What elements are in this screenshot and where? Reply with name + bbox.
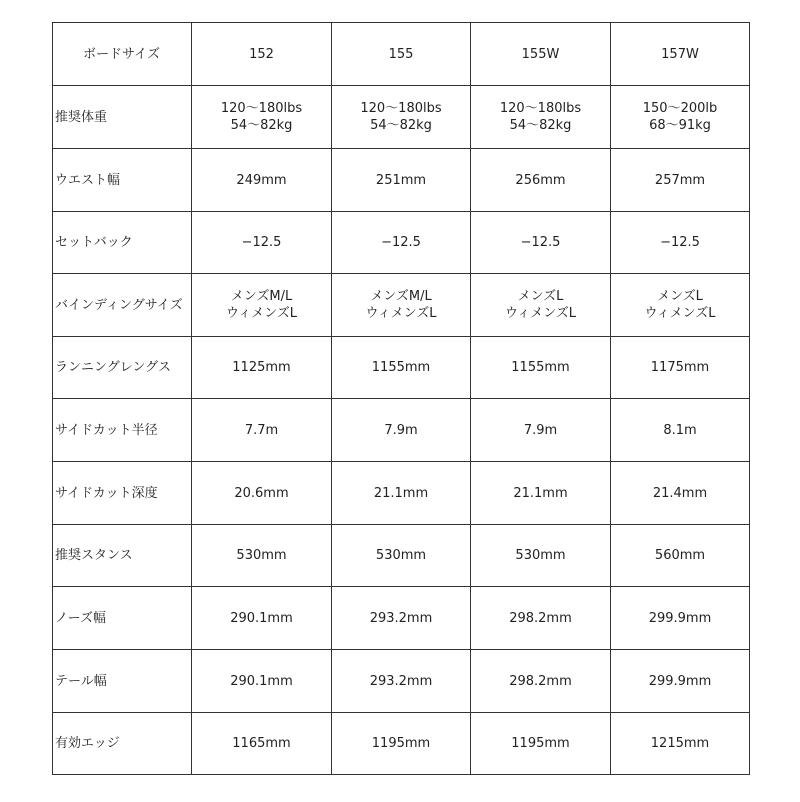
- table-row: [53, 399, 750, 462]
- value-cell: [471, 650, 611, 713]
- cell-value: 120〜180lbs: [499, 101, 582, 116]
- value-cell: [192, 587, 332, 650]
- cell-value: 298.2mm: [509, 610, 572, 626]
- header-label-cell: [53, 23, 192, 86]
- cell-value: 290.1mm: [230, 610, 293, 626]
- table-row: [53, 149, 750, 212]
- value-cell: [332, 399, 471, 462]
- row-label-cell: [53, 212, 192, 274]
- cell-value: 298.2mm: [509, 673, 572, 689]
- value-cell: [471, 212, 611, 274]
- value-cell: [611, 212, 750, 274]
- spec-table-body: [53, 23, 750, 775]
- table-row: [53, 212, 750, 274]
- spec-table: [52, 22, 750, 775]
- cell-value: 7.9m: [384, 422, 418, 438]
- cell-value: 530mm: [236, 548, 287, 563]
- cell-value: 257mm: [654, 172, 706, 188]
- table-row: [53, 713, 750, 775]
- value-cell: [611, 337, 750, 399]
- row-label-cell: [53, 587, 192, 650]
- cell-value: 1215mm: [650, 736, 710, 751]
- row-label: テール幅: [55, 673, 107, 689]
- value-cell: [471, 462, 611, 525]
- cell-value: メンズM/L: [370, 289, 432, 304]
- value-cell: [332, 462, 471, 525]
- cell-value: 1175mm: [650, 360, 710, 375]
- value-cell: [332, 525, 471, 587]
- value-cell: [471, 86, 611, 149]
- cell-value: 1195mm: [511, 736, 570, 751]
- value-cell: [611, 525, 750, 587]
- value-cell: [332, 337, 471, 399]
- cell-value: 20.6mm: [234, 485, 289, 501]
- value-cell: [471, 149, 611, 212]
- row-label-cell: [53, 86, 192, 149]
- value-cell: [471, 399, 611, 462]
- value-cell: [611, 587, 750, 650]
- value-cell: [471, 713, 611, 775]
- cell-value: 1155mm: [371, 360, 431, 375]
- cell-value: 21.1mm: [513, 485, 568, 501]
- size-header-cell: [471, 23, 611, 86]
- row-label: ノーズ幅: [55, 610, 106, 626]
- value-cell: [192, 337, 332, 399]
- cell-value: 293.2mm: [369, 673, 433, 689]
- table-row: [53, 274, 750, 337]
- cell-value: メンズM/L: [230, 289, 293, 304]
- size-header-155w: 155W: [521, 46, 560, 62]
- size-header-157w: 157W: [661, 46, 699, 62]
- value-cell: [192, 525, 332, 587]
- cell-value: 7.9m: [523, 422, 558, 438]
- header-label: ボードサイズ: [83, 46, 160, 62]
- cell-value: 54〜82kg: [230, 118, 293, 133]
- value-cell: [332, 149, 471, 212]
- cell-value: 530mm: [375, 548, 427, 563]
- value-cell: [192, 713, 332, 775]
- value-cell: [192, 149, 332, 212]
- value-cell: [332, 713, 471, 775]
- cell-value: −12.5: [660, 235, 700, 250]
- row-label: 推奨スタンス: [55, 548, 133, 563]
- cell-value: 150〜200lb: [642, 101, 718, 116]
- table-row: [53, 525, 750, 587]
- row-label: セットバック: [55, 235, 133, 250]
- cell-value: 530mm: [515, 548, 566, 563]
- cell-value: メンズL: [517, 289, 564, 304]
- cell-value: 299.9mm: [648, 673, 712, 689]
- cell-value: 290.1mm: [230, 673, 293, 689]
- size-header-cell: [611, 23, 750, 86]
- cell-value: 299.9mm: [648, 610, 712, 626]
- row-label: ランニングレングス: [55, 360, 172, 375]
- cell-value: 21.1mm: [373, 485, 429, 501]
- cell-value: ウィメンズL: [225, 306, 298, 321]
- value-cell: [611, 86, 750, 149]
- cell-value: 68〜91kg: [649, 118, 711, 133]
- value-cell: [611, 274, 750, 337]
- size-header-152: 152: [249, 46, 274, 62]
- row-label-cell: [53, 713, 192, 775]
- cell-value: ウィメンズL: [504, 306, 577, 321]
- row-label-cell: [53, 650, 192, 713]
- value-cell: [192, 462, 332, 525]
- value-cell: [611, 399, 750, 462]
- cell-value: 8.1m: [663, 422, 697, 438]
- value-cell: [332, 650, 471, 713]
- table-row: [53, 337, 750, 399]
- value-cell: [471, 525, 611, 587]
- value-cell: [471, 274, 611, 337]
- row-label-cell: [53, 274, 192, 337]
- table-row: [53, 462, 750, 525]
- value-cell: [611, 462, 750, 525]
- table-row: [53, 650, 750, 713]
- value-cell: [332, 212, 471, 274]
- row-label: 推奨体重: [55, 109, 108, 125]
- cell-value: 21.4mm: [652, 485, 708, 501]
- size-header-155: 155: [388, 46, 414, 62]
- row-label-cell: [53, 149, 192, 212]
- cell-value: 54〜82kg: [509, 118, 572, 133]
- row-label-cell: [53, 337, 192, 399]
- value-cell: [332, 274, 471, 337]
- row-label: 有効エッジ: [55, 736, 120, 751]
- cell-value: 249mm: [236, 172, 287, 188]
- cell-value: 1165mm: [232, 736, 291, 751]
- row-label: ウエスト幅: [55, 172, 121, 188]
- row-label-cell: [53, 525, 192, 587]
- row-label: バインディングサイズ: [55, 297, 183, 313]
- cell-value: 293.2mm: [369, 610, 433, 626]
- cell-value: 1125mm: [232, 360, 291, 375]
- cell-value: 256mm: [515, 172, 566, 188]
- table-row: [53, 587, 750, 650]
- table-row: [53, 86, 750, 149]
- row-label-cell: [53, 399, 192, 462]
- row-label: サイドカット半径: [55, 422, 158, 438]
- value-cell: [471, 587, 611, 650]
- cell-value: ウィメンズL: [644, 306, 716, 321]
- cell-value: −12.5: [520, 235, 561, 250]
- size-header-cell: [332, 23, 471, 86]
- value-cell: [471, 337, 611, 399]
- cell-value: ウィメンズL: [365, 306, 437, 321]
- value-cell: [332, 587, 471, 650]
- cell-value: 1195mm: [371, 736, 431, 751]
- cell-value: 1155mm: [511, 360, 570, 375]
- value-cell: [192, 212, 332, 274]
- header-row: [53, 23, 750, 86]
- value-cell: [192, 274, 332, 337]
- cell-value: 251mm: [375, 172, 427, 188]
- value-cell: [192, 399, 332, 462]
- value-cell: [192, 650, 332, 713]
- value-cell: [611, 149, 750, 212]
- row-label-cell: [53, 462, 192, 525]
- size-header-cell: [192, 23, 332, 86]
- value-cell: [611, 713, 750, 775]
- cell-value: 7.7m: [244, 422, 279, 438]
- value-cell: [332, 86, 471, 149]
- cell-value: メンズL: [657, 289, 703, 304]
- cell-value: 120〜180lbs: [220, 101, 303, 116]
- value-cell: [611, 650, 750, 713]
- value-cell: [192, 86, 332, 149]
- cell-value: −12.5: [241, 235, 282, 250]
- cell-value: 120〜180lbs: [360, 101, 442, 116]
- cell-value: 54〜82kg: [370, 118, 432, 133]
- row-label: サイドカット深度: [55, 485, 158, 501]
- cell-value: 560mm: [654, 548, 706, 563]
- cell-value: −12.5: [381, 235, 421, 250]
